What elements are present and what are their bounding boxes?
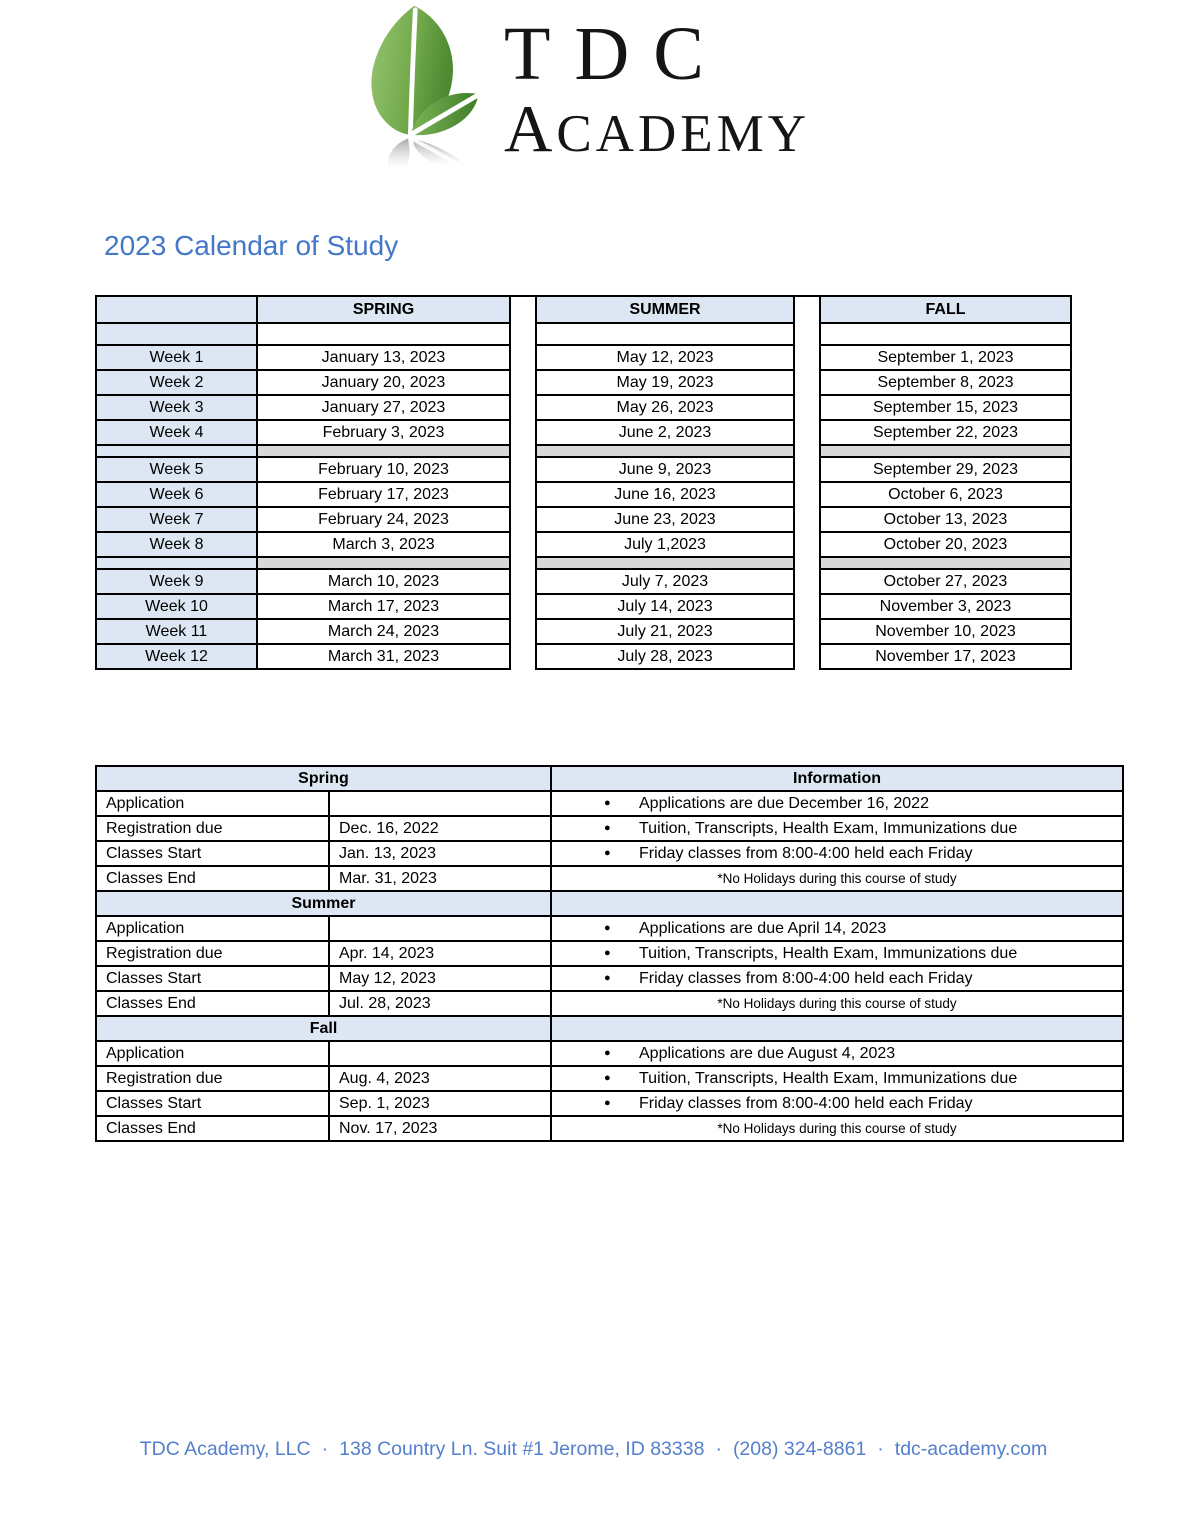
table-row — [536, 395, 794, 420]
summer-date-cell: July 7, 2023 — [536, 569, 794, 594]
summer-date-cell: July 28, 2023 — [536, 644, 794, 669]
date-separator-cell — [536, 445, 794, 457]
label-cell: Application — [96, 791, 329, 816]
spring-date-cell: March 17, 2023 — [257, 594, 510, 619]
label-cell: Application — [96, 1041, 329, 1066]
fall-date-cell: October 6, 2023 — [820, 482, 1071, 507]
section-header-cell: Spring — [96, 766, 551, 791]
fall-date-cell: October 27, 2023 — [820, 569, 1071, 594]
footer-separator: · — [877, 1438, 884, 1460]
table-row — [96, 916, 1123, 941]
fall-date-cell: October 13, 2023 — [820, 507, 1071, 532]
table-row — [96, 569, 510, 594]
label-cell: Registration due — [96, 1066, 329, 1091]
week-label-cell: Week 12 — [96, 644, 257, 669]
table-row — [96, 395, 510, 420]
table-header-row — [536, 296, 794, 323]
separator-row — [536, 445, 794, 457]
table-row — [96, 482, 510, 507]
table-top-rule — [95, 295, 1072, 297]
date-cell: Mar. 31, 2023 — [329, 866, 551, 891]
table-row — [536, 507, 794, 532]
info-header-cell — [551, 891, 1123, 916]
table-row — [96, 1091, 1123, 1116]
date-cell: Nov. 17, 2023 — [329, 1116, 551, 1141]
info-note-cell: *No Holidays during this course of study — [551, 1116, 1123, 1141]
spring-date-cell: January 20, 2023 — [257, 370, 510, 395]
week-label-cell: Week 11 — [96, 619, 257, 644]
label-cell: Classes Start — [96, 966, 329, 991]
section-header-cell: Fall — [96, 1016, 551, 1041]
summer-schedule-table — [535, 295, 795, 670]
fall-date-cell: November 17, 2023 — [820, 644, 1071, 669]
page-title: 2023 Calendar of Study — [104, 230, 399, 261]
table-row — [96, 457, 510, 482]
summer-date-cell: June 2, 2023 — [536, 420, 794, 445]
spacer-row — [96, 323, 510, 345]
label-cell: Classes End — [96, 866, 329, 891]
label-cell: Classes Start — [96, 1091, 329, 1116]
fall-header-cell: FALL — [820, 296, 1071, 323]
table-row — [820, 395, 1071, 420]
fall-date-cell: September 15, 2023 — [820, 395, 1071, 420]
info-cell: ● Applications are due December 16, 2022 — [551, 791, 1123, 816]
info-cell: ● Tuition, Transcripts, Health Exam, Immunizations due — [551, 1066, 1123, 1091]
logo-line2-rest: CADEMY — [556, 105, 811, 163]
fall-date-cell: September 29, 2023 — [820, 457, 1071, 482]
spring-date-cell: February 3, 2023 — [257, 420, 510, 445]
footer-separator: · — [321, 1438, 329, 1460]
table-row — [96, 1066, 1123, 1091]
fall-date-cell: November 3, 2023 — [820, 594, 1071, 619]
date-cell — [329, 791, 551, 816]
date-separator-cell — [820, 557, 1071, 569]
week-label-cell: Week 8 — [96, 532, 257, 557]
summer-date-cell: June 16, 2023 — [536, 482, 794, 507]
table-row — [96, 966, 1123, 991]
table-header-row — [96, 296, 510, 323]
spacer-row — [820, 323, 1071, 345]
table-row — [536, 569, 794, 594]
info-note-cell: *No Holidays during this course of study — [551, 866, 1123, 891]
week-spacer-cell — [96, 323, 257, 345]
summer-date-cell: May 12, 2023 — [536, 345, 794, 370]
separator-row — [96, 557, 510, 569]
spring-header-cell: SPRING — [257, 296, 510, 323]
table-row — [820, 619, 1071, 644]
fall-schedule-table — [819, 295, 1072, 670]
date-separator-cell — [257, 445, 510, 457]
week-label-cell: Week 6 — [96, 482, 257, 507]
spring-date-cell: February 10, 2023 — [257, 457, 510, 482]
summer-date-cell: July 14, 2023 — [536, 594, 794, 619]
label-cell: Registration due — [96, 941, 329, 966]
logo-wordmark-line2 — [504, 92, 811, 166]
date-cell: May 12, 2023 — [329, 966, 551, 991]
table-row — [536, 532, 794, 557]
date-separator-cell — [820, 445, 1071, 457]
table-row — [536, 619, 794, 644]
label-cell: Registration due — [96, 816, 329, 841]
spring-date-cell: February 24, 2023 — [257, 507, 510, 532]
table-row — [96, 991, 1123, 1016]
week-label-cell: Week 9 — [96, 569, 257, 594]
summer-date-cell: May 19, 2023 — [536, 370, 794, 395]
date-separator-cell — [257, 557, 510, 569]
date-cell: Jul. 28, 2023 — [329, 991, 551, 1016]
date-cell — [329, 916, 551, 941]
label-cell: Classes Start — [96, 841, 329, 866]
week-label-cell: Week 10 — [96, 594, 257, 619]
table-row — [536, 644, 794, 669]
week-separator-cell — [96, 557, 257, 569]
summer-date-cell: May 26, 2023 — [536, 395, 794, 420]
table-row — [820, 457, 1071, 482]
table-row — [536, 482, 794, 507]
table-row — [536, 594, 794, 619]
week-label-cell: Week 2 — [96, 370, 257, 395]
fall-date-cell: October 20, 2023 — [820, 532, 1071, 557]
summer-header-cell: SUMMER — [536, 296, 794, 323]
table-row — [820, 644, 1071, 669]
info-cell: ● Tuition, Transcripts, Health Exam, Immunizations due — [551, 941, 1123, 966]
table-row — [820, 532, 1071, 557]
footer-website: tdc-academy.com — [894, 1438, 1048, 1460]
separator-row — [820, 445, 1071, 457]
info-cell: ● Friday classes from 8:00-4:00 held each Friday — [551, 841, 1123, 866]
table-row — [96, 594, 510, 619]
term-info-table — [95, 765, 1124, 1142]
table-row — [820, 345, 1071, 370]
label-cell: Classes End — [96, 1116, 329, 1141]
summer-date-cell: July 1,2023 — [536, 532, 794, 557]
fall-date-cell: September 8, 2023 — [820, 370, 1071, 395]
info-cell: ● Applications are due August 4, 2023 — [551, 1041, 1123, 1066]
table-row — [536, 420, 794, 445]
week-label-cell: Week 1 — [96, 345, 257, 370]
spring-date-cell: March 3, 2023 — [257, 532, 510, 557]
week-label-cell: Week 5 — [96, 457, 257, 482]
table-row — [96, 1041, 1123, 1066]
info-header-cell — [551, 1016, 1123, 1041]
table-row — [820, 482, 1071, 507]
week-label-cell: Week 7 — [96, 507, 257, 532]
section-header-row — [96, 1016, 1123, 1041]
spring-schedule-table — [95, 295, 511, 670]
table-row — [96, 507, 510, 532]
spring-date-cell: February 17, 2023 — [257, 482, 510, 507]
info-cell: ● Applications are due April 14, 2023 — [551, 916, 1123, 941]
table-row — [96, 420, 510, 445]
date-cell: Sep. 1, 2023 — [329, 1091, 551, 1116]
date-cell: Apr. 14, 2023 — [329, 941, 551, 966]
table-row — [96, 816, 1123, 841]
table-row — [536, 345, 794, 370]
date-spacer-cell — [257, 323, 510, 345]
label-cell: Classes End — [96, 991, 329, 1016]
table-row — [96, 941, 1123, 966]
date-cell — [329, 1041, 551, 1066]
section-header-row — [96, 766, 1123, 791]
spacer-row — [536, 323, 794, 345]
date-spacer-cell — [536, 323, 794, 345]
week-label-cell: Week 4 — [96, 420, 257, 445]
table-row — [96, 1116, 1123, 1141]
table-header-row — [820, 296, 1071, 323]
table-row — [96, 791, 1123, 816]
info-cell: ● Tuition, Transcripts, Health Exam, Immunizations due — [551, 816, 1123, 841]
logo-line2-initial: A — [504, 92, 557, 166]
footer-phone: (208) 324-8861 — [732, 1438, 867, 1460]
table-row — [96, 345, 510, 370]
table-row — [96, 370, 510, 395]
spring-date-cell: March 31, 2023 — [257, 644, 510, 669]
section-header-cell: Summer — [96, 891, 551, 916]
date-separator-cell — [536, 557, 794, 569]
section-header-row — [96, 891, 1123, 916]
week-schedule — [95, 295, 1072, 670]
footer-address: 138 Country Ln. Suit #1 Jerome, ID 83338 — [339, 1438, 705, 1460]
footer-separator: · — [715, 1438, 722, 1460]
corner-cell — [96, 296, 257, 323]
table-row — [820, 420, 1071, 445]
table-row — [96, 644, 510, 669]
separator-row — [96, 445, 510, 457]
table-row — [536, 370, 794, 395]
separator-row — [820, 557, 1071, 569]
week-label-cell: Week 3 — [96, 395, 257, 420]
week-separator-cell — [96, 445, 257, 457]
table-row — [96, 841, 1123, 866]
info-note-cell: *No Holidays during this course of study — [551, 991, 1123, 1016]
summer-date-cell: June 9, 2023 — [536, 457, 794, 482]
spring-date-cell: March 10, 2023 — [257, 569, 510, 594]
table-row — [96, 532, 510, 557]
logo — [360, 4, 810, 188]
table-row — [820, 569, 1071, 594]
date-cell: Dec. 16, 2022 — [329, 816, 551, 841]
table-row — [820, 594, 1071, 619]
info-cell: ● Friday classes from 8:00-4:00 held each Friday — [551, 1091, 1123, 1116]
table-row — [820, 370, 1071, 395]
summer-date-cell: July 21, 2023 — [536, 619, 794, 644]
table-row — [536, 457, 794, 482]
spring-date-cell: January 13, 2023 — [257, 345, 510, 370]
logo-wordmark-line1: TDC — [504, 12, 728, 96]
table-row — [96, 619, 510, 644]
summer-date-cell: June 23, 2023 — [536, 507, 794, 532]
table-row — [96, 866, 1123, 891]
date-spacer-cell — [820, 323, 1071, 345]
fall-date-cell: September 1, 2023 — [820, 345, 1071, 370]
separator-row — [536, 557, 794, 569]
logo-wordmark — [504, 4, 811, 166]
spring-date-cell: January 27, 2023 — [257, 395, 510, 420]
info-header-cell: Information — [551, 766, 1123, 791]
date-cell: Aug. 4, 2023 — [329, 1066, 551, 1091]
spring-date-cell: March 24, 2023 — [257, 619, 510, 644]
info-cell: ● Friday classes from 8:00-4:00 held each Friday — [551, 966, 1123, 991]
footer-contact — [0, 1438, 1187, 1461]
label-cell: Application — [96, 916, 329, 941]
fall-date-cell: September 22, 2023 — [820, 420, 1071, 445]
table-row — [820, 507, 1071, 532]
date-cell: Jan. 13, 2023 — [329, 841, 551, 866]
footer-company: TDC Academy, LLC — [139, 1438, 311, 1460]
fall-date-cell: November 10, 2023 — [820, 619, 1071, 644]
leaf-icon — [360, 4, 488, 188]
